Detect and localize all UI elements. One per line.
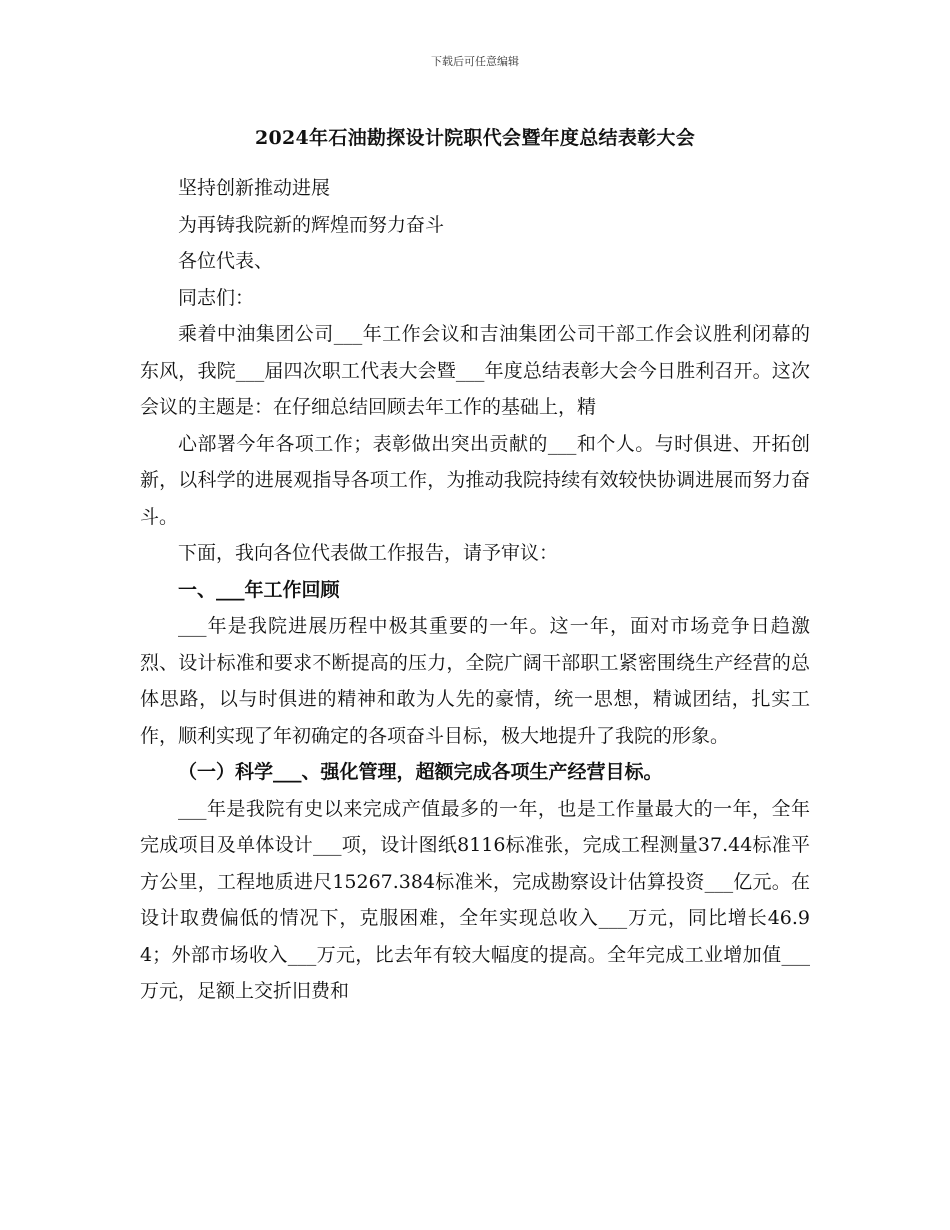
body-paragraph: 下面，我向各位代表做工作报告，请予审议：: [178, 542, 559, 564]
subtitle-line: 为再铸我院新的辉煌而努力奋斗: [178, 213, 445, 236]
subtitle-line: 坚持创新推动进展: [178, 177, 331, 199]
body-paragraph: 乘着中油集团公司___年工作会议和吉油集团公司干部工作会议胜利闭幕的东风，我院___届四次职工代表大会暨___年度总结表彰大会今日胜利召开。这次会议的主题是：在仔细总结回顾去年工作的基础上，精: [140, 323, 810, 418]
body-paragraph: ___年是我院进展历程中极其重要的一年。这一年，面对市场竞争日趋激烈、设计标准和要求不断提高的压力，全院广阔干部职工紧密围绕生产经营的总体思路，以与时俱进的精神和敢为人先的豪情，统一思想，精诚团结，扎实工作，顺利实现了年初确定的各项奋斗目标，极大地提升了我院的形象。: [140, 615, 810, 747]
section-heading: 一、___年工作回顾: [178, 578, 340, 601]
header-note: 下载后可任意编辑: [431, 55, 519, 68]
document-body: [140, 170, 810, 1010]
salutation-line: 同志们：: [178, 286, 255, 309]
body-paragraph: ___年是我院有史以来完成产值最多的一年，也是工作量最大的一年，全年完成项目及单体设计___项，设计图纸8116标准张，完成工程测量37.44标准平方公里，工程地质进尺15267.384标准米，完成勘察设计估算投资___亿元。在设计取费偏低的情况下，克服困难，全年实现总收入___万元，同比增长46.94；外部市场收入___万元，比去年有较大幅度的提高。全年完成工业增加值___万元，足额上交折旧费和: [140, 797, 810, 1002]
salutation-line: 各位代表、: [178, 250, 274, 272]
body-paragraph: 心部署今年各项工作；表彰做出突出贡献的___和个人。与时俱进、开拓创新，以科学的进展观指导各项工作，为推动我院持续有效较快协调进展而努力奋斗。: [140, 432, 810, 528]
document-title: 2024年石油勘探设计院职代会暨年度总结表彰大会: [254, 127, 696, 149]
subsection-heading: （一）科学___、强化管理，超额完成各项生产经营目标。: [178, 761, 663, 783]
